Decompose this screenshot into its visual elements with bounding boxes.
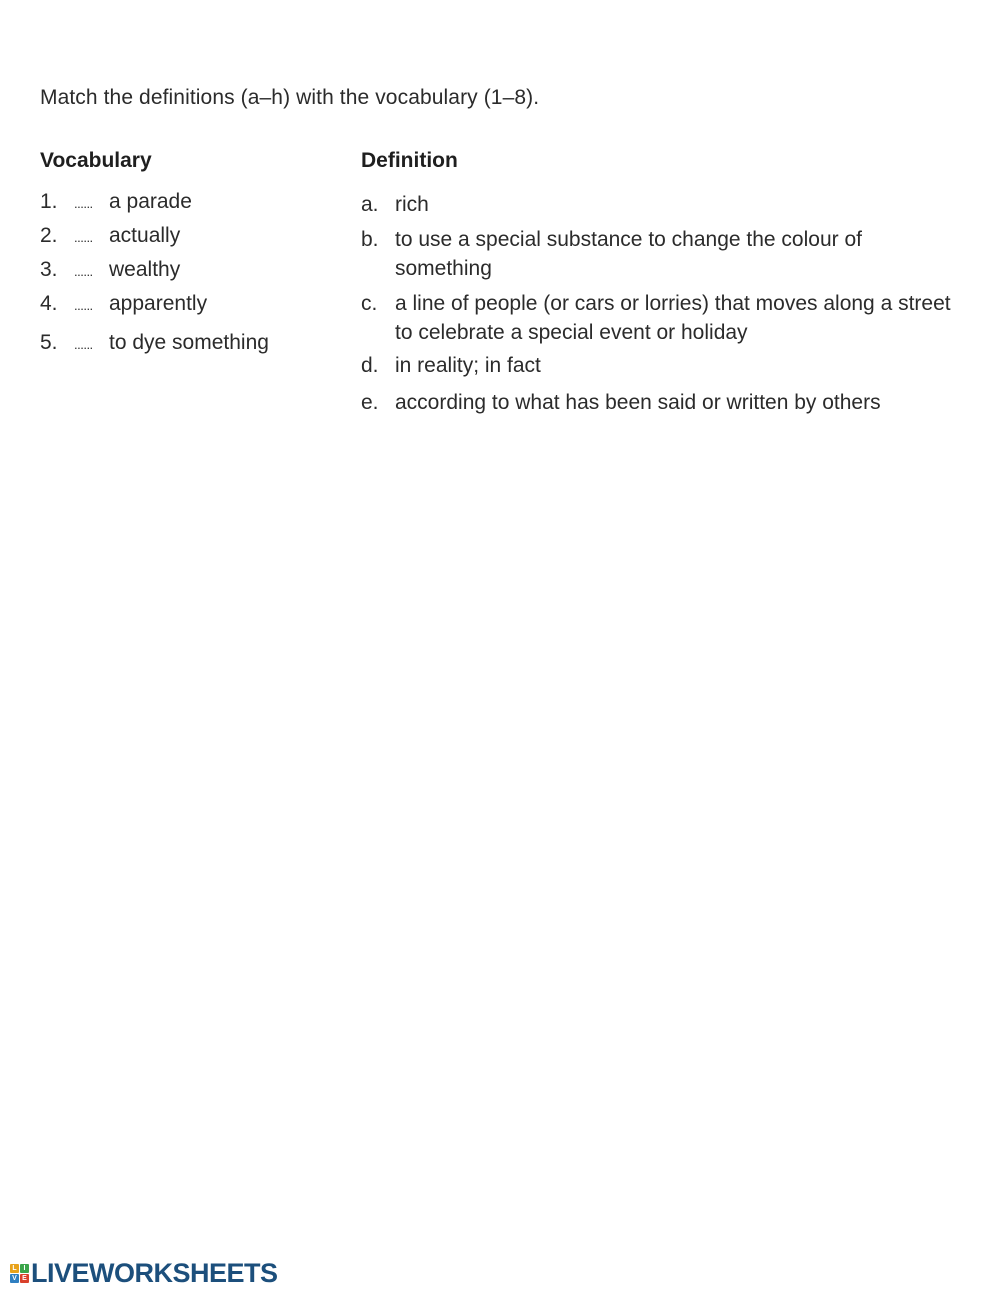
liveworksheets-logo[interactable] (10, 1258, 278, 1289)
answer-blank[interactable]: ...... (74, 298, 93, 313)
definition-item (361, 225, 931, 283)
logo-text: LIVEWORKSHEETS (31, 1258, 278, 1288)
definition-letter: c. (361, 292, 378, 315)
vocabulary-item (40, 190, 192, 214)
vocabulary-heading: Vocabulary (40, 149, 152, 172)
definition-item (361, 351, 971, 380)
logo-mark-icon (10, 1264, 29, 1283)
vocabulary-word: apparently (109, 292, 208, 315)
definition-text: rich (395, 193, 429, 216)
vocabulary-item (40, 292, 207, 316)
vocabulary-word: wealthy (109, 258, 181, 281)
definition-text: according to what has been said or written by others (395, 391, 881, 414)
definition-letter: e. (361, 391, 379, 414)
logo-mark-letter: E (20, 1274, 29, 1283)
answer-blank[interactable]: ...... (74, 264, 93, 279)
item-number: 1. (40, 190, 58, 213)
instruction-text: Match the definitions (a–h) with the vocabulary (1–8). (40, 86, 540, 109)
definition-letter: d. (361, 354, 379, 377)
vocabulary-item (40, 331, 269, 355)
item-number: 5. (40, 331, 58, 354)
vocabulary-item (40, 258, 180, 282)
vocabulary-item (40, 224, 180, 248)
logo-mark-letter: L (10, 1264, 19, 1273)
definition-item (361, 388, 971, 417)
answer-blank[interactable]: ...... (74, 337, 93, 352)
definition-item (361, 289, 961, 347)
definition-heading: Definition (361, 149, 458, 172)
logo-mark-letter: I (20, 1264, 29, 1273)
item-number: 2. (40, 224, 58, 247)
vocabulary-word: actually (109, 224, 181, 247)
item-number: 4. (40, 292, 58, 315)
definition-text: to use a special substance to change the colour of something (395, 228, 862, 280)
definition-letter: a. (361, 193, 379, 216)
vocabulary-word: a parade (109, 190, 192, 213)
item-number: 3. (40, 258, 58, 281)
definition-letter: b. (361, 228, 379, 251)
definition-item (361, 190, 971, 219)
vocabulary-word: to dye something (109, 331, 269, 354)
definition-text: a line of people (or cars or lorries) that moves along a street to celebrate a special event or holiday (395, 292, 951, 344)
definition-text: in reality; in fact (395, 354, 541, 377)
logo-mark-letter: V (10, 1274, 19, 1283)
answer-blank[interactable]: ...... (74, 230, 93, 245)
answer-blank[interactable]: ...... (74, 196, 93, 211)
